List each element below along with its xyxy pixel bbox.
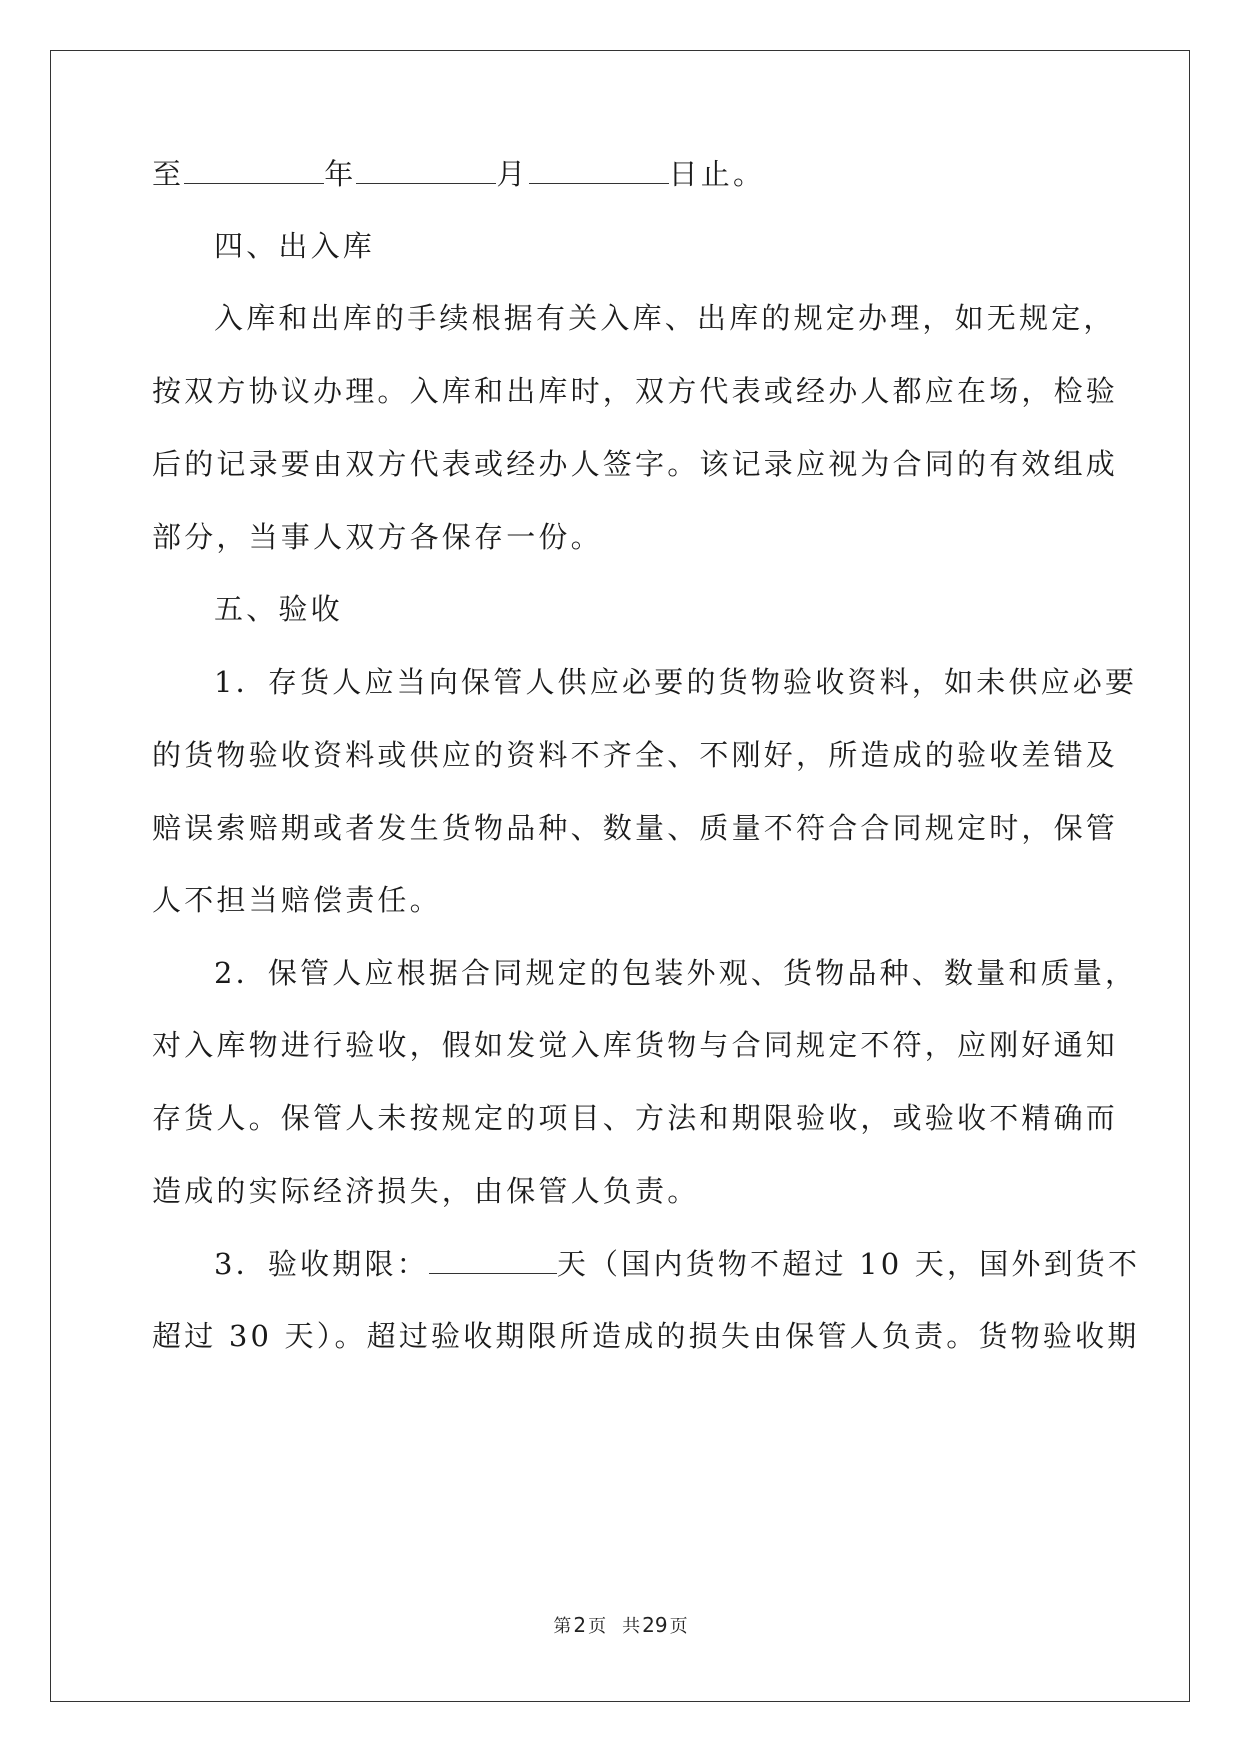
total-page-count: 29 bbox=[642, 1613, 668, 1637]
text-day-end: 日止。 bbox=[668, 157, 766, 191]
paragraph-line: 造成的实际经济损失，由保管人负责。 bbox=[152, 1174, 700, 1208]
footer-page-suffix: 页 bbox=[588, 1616, 607, 1637]
current-page-number: 2 bbox=[573, 1613, 587, 1637]
blank-month bbox=[356, 153, 496, 184]
section-heading-5: 五、验收 bbox=[214, 592, 343, 626]
text-days-limit: 天（国内货物不超过 10 天，国外到货不 bbox=[556, 1247, 1141, 1281]
paragraph-line: 按双方协议办理。入库和出库时，双方代表或经办人都应在场，检验 bbox=[152, 374, 1119, 408]
footer-total-prefix: 共 bbox=[622, 1616, 641, 1637]
paragraph-line: 存货人。保管人未按规定的项目、方法和期限验收，或验收不精确而 bbox=[152, 1101, 1119, 1135]
paragraph-line: 超过 30 天）。超过验收期限所造成的损失由保管人负责。货物验收期 bbox=[152, 1319, 1140, 1353]
blank-year bbox=[184, 153, 324, 184]
paragraph-line: 入库和出库的手续根据有关入库、出库的规定办理，如无规定， bbox=[214, 301, 1116, 335]
paragraph-line: 2．保管人应根据合同规定的包装外观、货物品种、数量和质量， bbox=[214, 956, 1138, 990]
footer-total-suffix: 页 bbox=[669, 1616, 688, 1637]
date-range-line bbox=[152, 153, 1112, 194]
page-footer bbox=[0, 1612, 1241, 1638]
text-month: 月 bbox=[496, 157, 529, 191]
paragraph-line: 对入库物进行验收，假如发觉入库货物与合同规定不符，应刚好通知 bbox=[152, 1028, 1119, 1062]
paragraph-line: 1．存货人应当向保管人供应必要的货物验收资料，如未供应必要 bbox=[214, 665, 1138, 699]
paragraph-line: 后的记录要由双方代表或经办人签字。该记录应视为合同的有效组成 bbox=[152, 447, 1119, 481]
blank-day bbox=[529, 153, 669, 184]
text-to: 至 bbox=[152, 157, 185, 191]
paragraph-line: 部分，当事人双方各保存一份。 bbox=[152, 520, 603, 554]
paragraph-line: 赔误索赔期或者发生货物品种、数量、质量不符合合同规定时，保管 bbox=[152, 811, 1119, 845]
text-inspection-period: 3．验收期限： bbox=[214, 1247, 429, 1281]
paragraph-line: 人不担当赔偿责任。 bbox=[152, 883, 442, 917]
text-year: 年 bbox=[324, 157, 357, 191]
footer-prefix: 第 bbox=[553, 1616, 572, 1637]
blank-days bbox=[429, 1243, 557, 1274]
paragraph-line: 的货物验收资料或供应的资料不齐全、不刚好，所造成的验收差错及 bbox=[152, 738, 1119, 772]
inspection-period-line bbox=[214, 1243, 1174, 1284]
section-heading-4: 四、出入库 bbox=[214, 229, 376, 263]
